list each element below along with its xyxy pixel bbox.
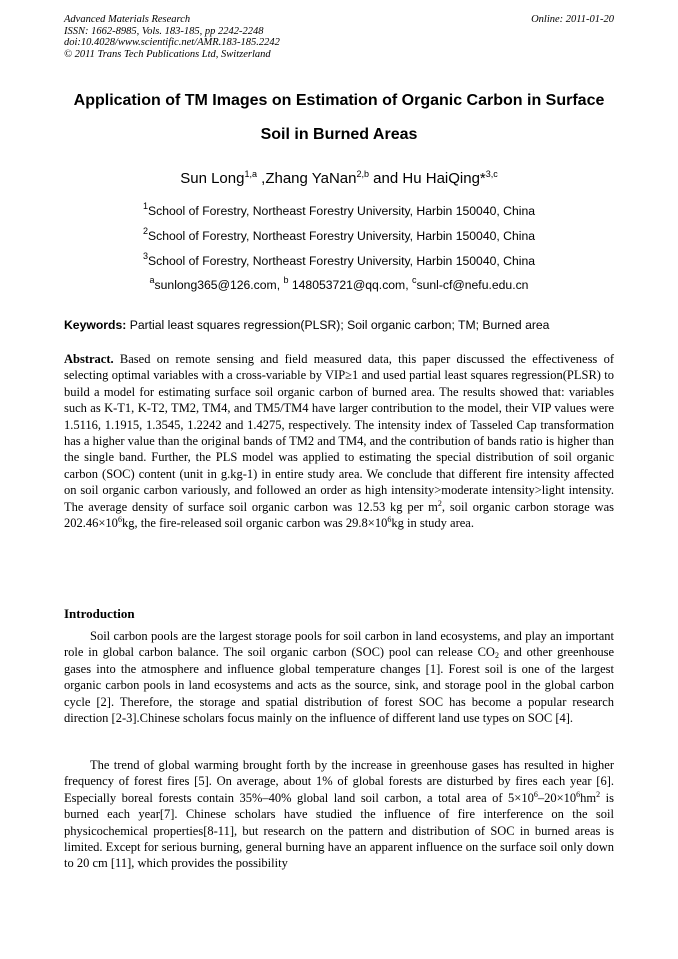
- abstract-text: kg in study area.: [391, 516, 474, 531]
- abstract-text: kg, the fire-released soil organic carbon was 29.8×10: [121, 516, 388, 531]
- email-marker: c: [411, 275, 417, 285]
- email-marker: a: [149, 275, 155, 285]
- journal-header: [64, 14, 280, 60]
- superscript: 6: [117, 515, 122, 525]
- author-1-marker: 1,a: [244, 169, 257, 179]
- affiliation-text: School of Forestry, Northeast Forestry University, Harbin 150040, China: [148, 204, 535, 218]
- email-a[interactable]: sunlong365@126.com,: [154, 278, 284, 292]
- author-line: [0, 170, 678, 187]
- affiliation-marker: 2: [142, 226, 148, 236]
- subscript: 2: [494, 651, 499, 661]
- affiliation-2: [0, 226, 678, 243]
- superscript: 2: [596, 789, 601, 799]
- author-3: Hu HaiQing*: [402, 170, 486, 187]
- paragraph-text: is burned each year[7]. Chinese scholars have studied the influence of fire interference on the soil physicochemical properties[8-11], but research on the pattern and distribution of SOC in burned areas is limited. Except for serious burning, general burning have an apparent influence on the surface soil only down to 20 cm [11], which provides the possibility: [64, 790, 615, 871]
- email-b[interactable]: 148053721@qq.com,: [288, 278, 412, 292]
- abstract-text: Based on remote sensing and field measured data, this paper discussed the effectiveness of selecting optimal variables with a cross-variable by VIP≥1 and used partial least squares regression(PLSR) to build a model for estimating surface soil organic carbon of burned area. The results showed that: variables such as K-T1, K-T2, TM2, TM4, and TM5/TM4 have larger contribution to the model, their VIP values were 1.5116, 1.1915, 1.3545, 1.2242 and 1.4275, respectively. The intensity index of Tasseled Cap transformation has a higher value than the original bands of TM2 and TM4, and the contribution of bands ratio is higher than the single band. Further, the PLS model was applied to estimating the special distribution of soil organic carbon (SOC) content (unit in g.kg-1) in entire study area. We conclude that different fire intensity affected on soil organic carbon variously, and followed an order as high intensity>moderate intensity>light intensity. The average density of surface soil organic carbon was 12.53 kg per m: [64, 352, 614, 514]
- issn-line: ISSN: 1662-8985, Vols. 183-185, pp 2242-2248: [64, 25, 264, 37]
- paragraph-text: hm: [580, 790, 597, 805]
- copyright-line: © 2011 Trans Tech Publications Ltd, Switzerland: [64, 48, 271, 60]
- author-and: and: [369, 170, 403, 187]
- author-1: Sun Long: [180, 170, 245, 187]
- author-2: Zhang YaNan: [265, 170, 357, 187]
- abstract: [64, 351, 614, 531]
- abstract-text: , soil organic carbon storage was 202.46×10: [64, 499, 614, 531]
- email-marker: b: [283, 275, 289, 285]
- paragraph-text: The trend of global warming brought forth by the increase in greenhouse gases has resulted in higher frequency of forest fires [5]. On average, about 1% of global forests are disturbed by fires each year [6]. Especially boreal forests contain 35%–40% global land soil carbon, a total area of 5×10: [64, 758, 614, 805]
- doi-line: doi:10.4028/www.scientific.net/AMR.183-185.2242: [64, 37, 280, 48]
- superscript: 2: [437, 498, 442, 508]
- paragraph-text: Soil carbon pools are the largest storage pools for soil carbon in land ecosystems, and play an important role in global carbon balance. The soil organic carbon (SOC) pool can release CO: [64, 629, 614, 660]
- keywords-label: Keywords:: [64, 318, 127, 332]
- keywords: [64, 318, 549, 332]
- abstract-label: Abstract.: [64, 352, 114, 366]
- paper-title-line-1: Application of TM Images on Estimation of Organic Carbon in Surface: [73, 92, 605, 109]
- keywords-text: Partial least squares regression(PLSR); Soil organic carbon; TM; Burned area: [126, 318, 550, 332]
- author-2-marker: 2,b: [356, 169, 370, 179]
- affiliation-1: [0, 201, 678, 218]
- affiliation-marker: 1: [142, 201, 148, 211]
- paragraph-text: and other greenhouse gases into the atmosphere and influence global temperature changes [1]. Forest soil is one of the largest organic carbon pools in land ecosystems and acts as the source, sink, and storage pool in the global carbon cycle [2]. Therefore, the storage and spatial distribution of forest SOC has become a popular research direction [2-3].Chinese scholars focus mainly on the influence of different land use types on SOC [4].: [64, 645, 614, 726]
- author-3-marker: 3,c: [485, 169, 498, 179]
- online-date: Online: 2011-01-20: [531, 14, 614, 25]
- intro-paragraph-2: [64, 757, 614, 872]
- affiliation-text: School of Forestry, Northeast Forestry University, Harbin 150040, China: [148, 229, 535, 243]
- affiliation-marker: 3: [142, 251, 148, 261]
- email-line: [0, 275, 678, 292]
- section-heading-introduction: Introduction: [64, 606, 135, 621]
- paper-title-line-2: Soil in Burned Areas: [260, 126, 418, 143]
- paragraph-text: –20×10: [537, 790, 577, 805]
- author-separator: ,: [256, 170, 266, 187]
- affiliation-3: [0, 251, 678, 268]
- superscript: 6: [533, 789, 538, 799]
- affiliation-text: School of Forestry, Northeast Forestry University, Harbin 150040, China: [148, 254, 535, 268]
- intro-paragraph-1: [64, 628, 614, 726]
- superscript: 6: [576, 789, 581, 799]
- superscript: 6: [387, 515, 392, 525]
- email-c[interactable]: sunl-cf@nefu.edu.cn: [416, 278, 529, 292]
- journal-name: Advanced Materials Research: [64, 14, 191, 25]
